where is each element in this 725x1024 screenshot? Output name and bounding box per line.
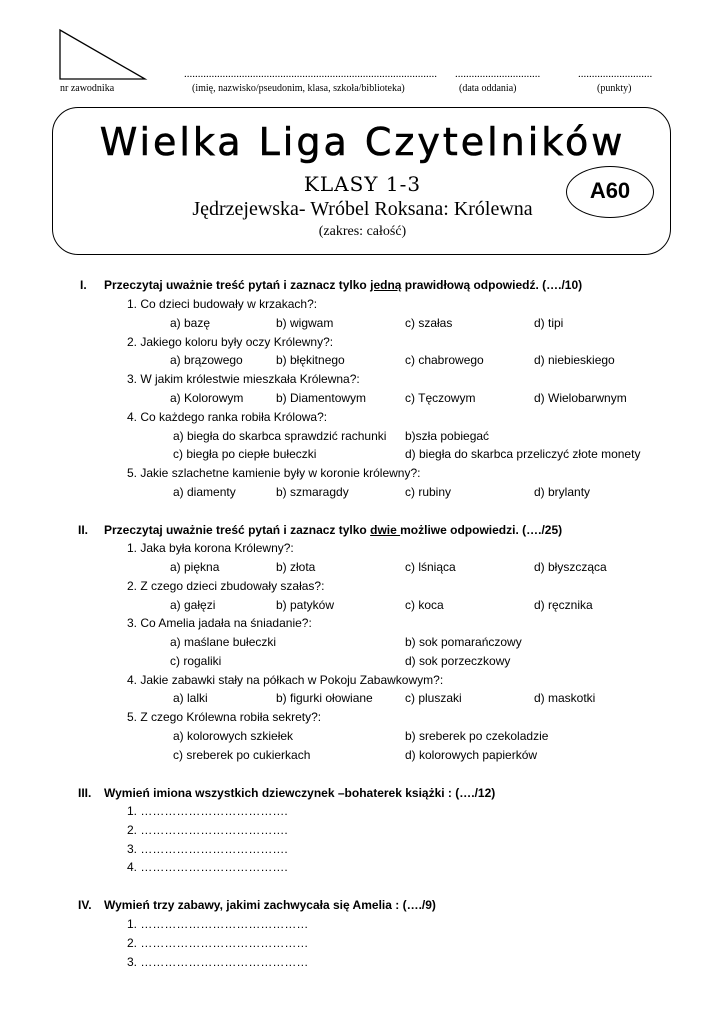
option[interactable]: c) szałas [405,316,453,330]
section-instruction: Wymień imiona wszystkich dziewczynek –bohaterek książki : (…./12) [104,786,496,800]
scope-label: (zakres: całość) [318,224,407,239]
option[interactable]: a) Kolorowym [170,391,244,405]
option[interactable]: c) sreberek po cukierkach [173,748,311,762]
section-instruction: Przeczytaj uważnie treść pytań i zaznacz tylko jedną prawidłową odpowiedź. (…./10) [104,278,583,292]
option[interactable]: d) błyszcząca [534,560,607,574]
caption-points: (punkty) [597,83,632,94]
option[interactable]: d) sok porzeczkowy [405,654,511,668]
triangle-mark [58,28,148,82]
answer-line[interactable]: 1. …………………………………… [127,917,309,931]
option[interactable]: c) chabrowego [405,353,484,367]
answer-line[interactable]: 2. ………………………………. [127,823,288,837]
option[interactable]: c) lśniąca [405,560,456,574]
option[interactable]: a) kolorowych szkiełek [173,729,294,743]
caption-date: (data oddania) [459,83,517,94]
section-numeral: I. [80,278,87,292]
answer-line[interactable]: 3. …………………………………… [127,955,309,969]
option[interactable]: a) brązowego [170,353,243,367]
name-dotted-line[interactable]: ............................................................................................ [184,68,437,80]
caption-name: (imię, nazwisko/pseudonim, klasa, szkoła/biblioteka) [192,83,405,94]
date-dotted-line[interactable]: ............................... [455,68,541,80]
question: 2. Z czego dzieci zbudowały szałas?: [127,579,325,593]
option[interactable]: b) Diamentowym [276,391,367,405]
question: 4. Co każdego ranka robiła Królowa?: [127,410,328,424]
option[interactable]: a) biegła do skarbca sprawdzić rachunki [173,429,387,443]
option[interactable]: c) koca [405,598,444,612]
option[interactable]: b)szła pobiegać [405,429,490,443]
option[interactable]: d) maskotki [534,691,596,705]
question: 1. Co dzieci budowały w krzakach?: [127,297,318,311]
option[interactable]: c) rogaliki [170,654,222,668]
option[interactable]: b) sok pomarańczowy [405,635,522,649]
question: 3. W jakim królestwie mieszkała Królewna?: [127,372,360,386]
option[interactable]: a) bazę [170,316,211,330]
classes-label: KLASY 1-3 [303,172,422,196]
option[interactable]: d) Wielobarwnym [534,391,627,405]
option[interactable]: d) tipi [534,316,564,330]
answer-line[interactable]: 4. ………………………………. [127,860,288,874]
option[interactable]: b) złota [276,560,316,574]
caption-number: nr zawodnika [60,83,115,94]
question: 5. Jakie szlachetne kamienie były w koronie królewny?: [127,466,421,480]
option[interactable]: d) niebieskiego [534,353,615,367]
answer-line[interactable]: 2. …………………………………… [127,936,309,950]
option[interactable]: d) kolorowych papierków [405,748,538,762]
section-instruction: Przeczytaj uważnie treść pytań i zaznacz tylko dwie możliwe odpowiedzi. (…./25) [104,523,563,537]
author-book: Jędrzejewska- Wróbel Roksana: Królewna [192,198,533,220]
question: 3. Co Amelia jadała na śniadanie?: [127,616,312,630]
option[interactable]: d) ręcznika [534,598,593,612]
answer-line[interactable]: 3. ………………………………. [127,842,288,856]
answer-line[interactable]: 1. ………………………………. [127,804,288,818]
section-numeral: IV. [78,898,92,912]
page-title: Wielka Liga Czytelników [99,120,626,164]
question: 1. Jaka była korona Królewny?: [127,541,294,555]
option[interactable]: d) brylanty [534,485,591,499]
section-numeral: II. [78,523,89,537]
option[interactable]: a) lalki [173,691,208,705]
question: 5. Z czego Królewna robiła sekrety?: [127,710,322,724]
option[interactable]: b) sreberek po czekoladzie [405,729,549,743]
option[interactable]: a) piękna [170,560,220,574]
option[interactable]: a) gałęzi [170,598,216,612]
code-badge: A60 [566,166,654,218]
option[interactable]: c) biegła po ciepłe bułeczki [173,447,317,461]
option[interactable]: b) patyków [276,598,335,612]
option[interactable]: a) diamenty [173,485,236,499]
points-dotted-line[interactable]: ........................... [578,68,653,80]
option[interactable]: d) biegła do skarbca przeliczyć złote monety [405,447,641,461]
option[interactable]: b) figurki ołowiane [276,691,373,705]
option[interactable]: b) szmaragdy [276,485,349,499]
section-instruction: Wymień trzy zabawy, jakimi zachwycała się Amelia : (…./9) [104,898,436,912]
option[interactable]: c) rubiny [405,485,452,499]
question: 4. Jakie zabawki stały na półkach w Pokoju Zabawkowym?: [127,673,444,687]
question: 2. Jakiego koloru były oczy Królewny?: [127,335,334,349]
section-numeral: III. [78,786,92,800]
option[interactable]: c) pluszaki [405,691,462,705]
option[interactable]: a) maślane bułeczki [170,635,277,649]
option[interactable]: b) błękitnego [276,353,345,367]
option[interactable]: b) wigwam [276,316,334,330]
option[interactable]: c) Tęczowym [405,391,476,405]
